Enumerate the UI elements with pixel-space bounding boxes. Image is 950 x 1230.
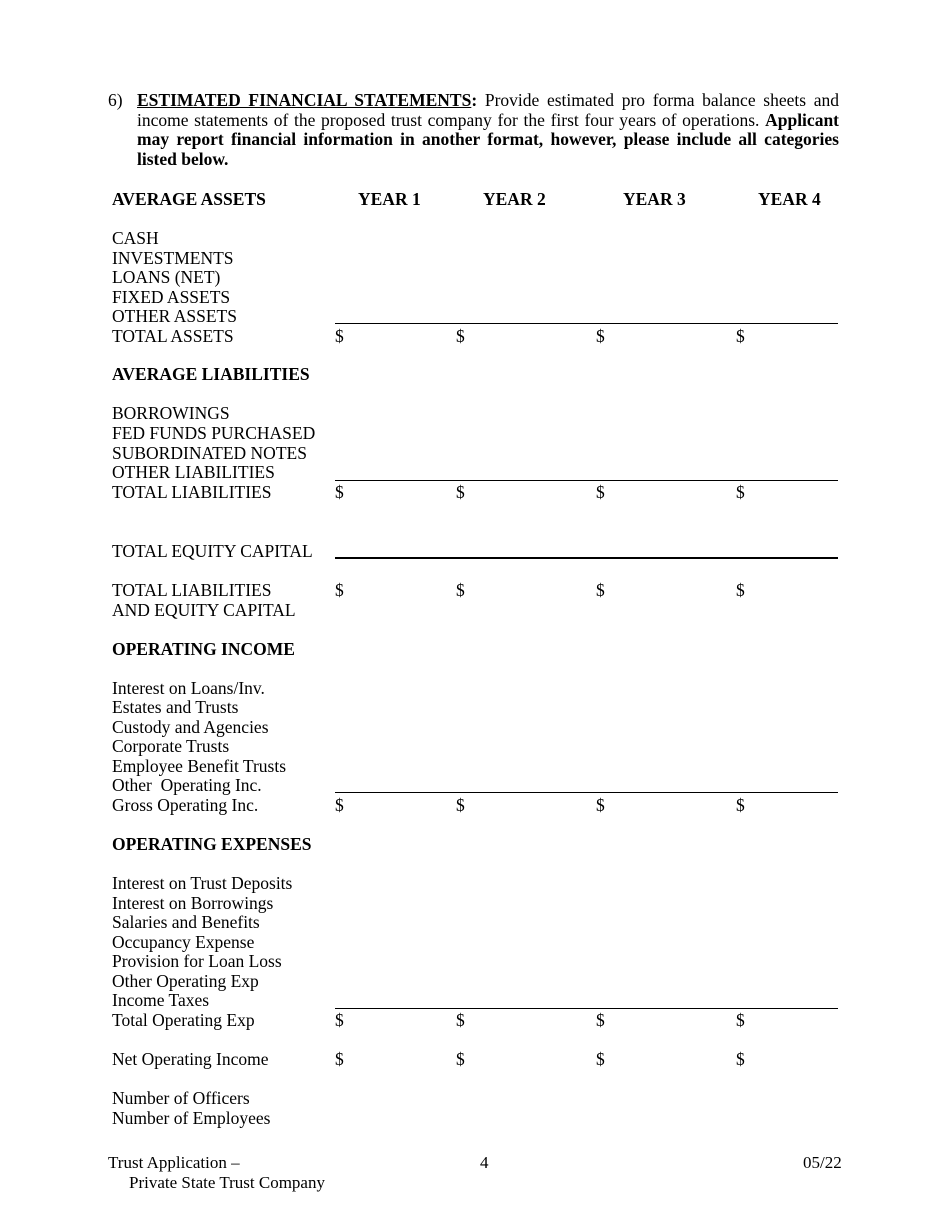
asset-row: INVESTMENTS [112, 247, 234, 268]
operating-expenses-heading: OPERATING EXPENSES [112, 833, 312, 854]
income-row: Custody and Agencies [112, 716, 269, 737]
footer-title-line2: Private State Trust Company [129, 1173, 325, 1192]
gross-operating-income-year3: $ [596, 794, 605, 815]
expense-row: Income Taxes [112, 990, 210, 1010]
total-liab-equity-year3: $ [596, 579, 605, 600]
number-of-employees-label: Number of Employees [112, 1107, 271, 1128]
liability-row: SUBORDINATED NOTES [112, 442, 307, 463]
heading-colon: : [471, 90, 478, 110]
total-assets-year2: $ [456, 325, 465, 346]
asset-row: CASH [112, 228, 159, 248]
income-sum-rule [335, 792, 838, 793]
average-liabilities-heading: AVERAGE LIABILITIES [112, 364, 310, 384]
total-operating-exp-year4: $ [736, 1009, 745, 1030]
column-year-4: YEAR 4 [758, 189, 821, 209]
gross-operating-income-year1: $ [335, 794, 344, 815]
expense-row: Provision for Loan Loss [112, 951, 282, 971]
income-row: Corporate Trusts [112, 736, 230, 756]
operating-income-heading: OPERATING INCOME [112, 638, 295, 659]
gross-operating-income-year2: $ [456, 794, 465, 815]
expense-row: Occupancy Expense [112, 931, 255, 952]
assets-sum-rule [335, 323, 838, 324]
average-assets-heading: AVERAGE ASSETS [112, 189, 266, 209]
total-liabilities-year4: $ [736, 482, 745, 502]
income-row: Interest on Loans/Inv. [112, 677, 265, 698]
total-liab-equity-label-2: AND EQUITY CAPITAL [112, 599, 296, 620]
column-year-1: YEAR 1 [358, 189, 421, 209]
column-year-3: YEAR 3 [623, 189, 686, 209]
net-operating-income-year3: $ [596, 1048, 605, 1069]
liability-row: FED FUNDS PURCHASED [112, 423, 316, 443]
asset-row: FIXED ASSETS [112, 286, 231, 307]
liability-row: BORROWINGS [112, 403, 230, 423]
total-liab-equity-year2: $ [456, 579, 465, 600]
equity-input-line [335, 557, 838, 559]
footer-title-line1: Trust Application – [108, 1153, 240, 1172]
asset-row: OTHER ASSETS [112, 306, 237, 326]
income-row: Employee Benefit Trusts [112, 755, 287, 776]
total-liab-equity-label-1: TOTAL LIABILITIES [112, 579, 272, 600]
expenses-sum-rule [335, 1008, 838, 1009]
total-assets-year4: $ [736, 325, 745, 346]
expense-row: Other Operating Exp [112, 970, 259, 991]
total-liab-equity-year4: $ [736, 579, 745, 600]
total-liabilities-year1: $ [335, 482, 344, 502]
net-operating-income-year4: $ [736, 1048, 745, 1069]
instructions-body: Provide estimated pro forma balance sheets and income statements of the proposed trust company for the first four years of operations. [137, 90, 839, 130]
section-heading: ESTIMATED FINANCIAL STATEMENTS [137, 90, 472, 110]
item-number: 6) [108, 90, 123, 110]
total-liabilities-year2: $ [456, 482, 465, 502]
page-number: 4 [480, 1153, 489, 1172]
income-row: Other Operating Inc. [112, 775, 262, 795]
gross-operating-income-label: Gross Operating Inc. [112, 794, 259, 815]
income-row: Estates and Trusts [112, 697, 239, 717]
liability-row: OTHER LIABILITIES [112, 462, 275, 482]
total-liab-equity-year1: $ [335, 579, 344, 600]
expense-row: Interest on Trust Deposits [112, 873, 293, 893]
instructions-text [137, 91, 839, 169]
total-operating-exp-label: Total Operating Exp [112, 1009, 255, 1030]
instructions-bold-note: Applicant may report financial information in another format, however, please include all categories listed below. [137, 109, 839, 169]
total-operating-exp-year1: $ [335, 1009, 344, 1030]
total-assets-label: TOTAL ASSETS [112, 325, 234, 346]
asset-row: LOANS (NET) [112, 267, 221, 287]
total-assets-year1: $ [335, 325, 344, 346]
footer-date: 05/22 [803, 1153, 842, 1172]
total-equity-capital-label: TOTAL EQUITY CAPITAL [112, 540, 313, 561]
gross-operating-income-year4: $ [736, 794, 745, 815]
column-year-2: YEAR 2 [483, 189, 546, 209]
total-operating-exp-year3: $ [596, 1009, 605, 1030]
expense-row: Interest on Borrowings [112, 892, 274, 913]
total-operating-exp-year2: $ [456, 1009, 465, 1030]
total-liabilities-year3: $ [596, 482, 605, 502]
total-liabilities-label: TOTAL LIABILITIES [112, 482, 272, 502]
number-of-officers-label: Number of Officers [112, 1087, 250, 1108]
net-operating-income-year2: $ [456, 1048, 465, 1069]
net-operating-income-label: Net Operating Income [112, 1048, 269, 1069]
net-operating-income-year1: $ [335, 1048, 344, 1069]
liabilities-sum-rule [335, 480, 838, 481]
total-assets-year3: $ [596, 325, 605, 346]
expense-row: Salaries and Benefits [112, 912, 260, 932]
